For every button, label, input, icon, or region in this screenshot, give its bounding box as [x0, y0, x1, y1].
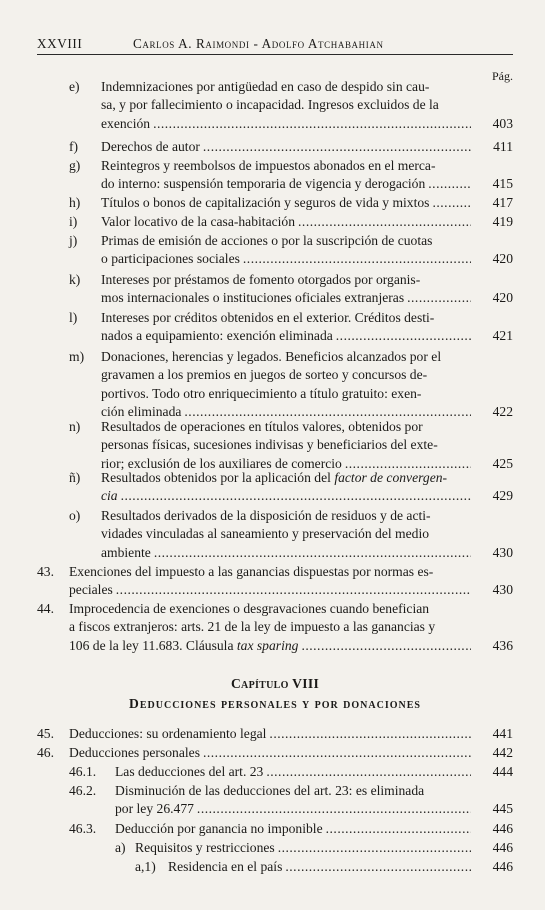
toc-entry-title	[115, 763, 471, 781]
toc-entry-text-line: Intereses por créditos obtenidos en el exterior. Créditos desti-	[101, 310, 435, 325]
toc-entry-page-number: 415	[492, 176, 513, 192]
dot-leader	[326, 821, 471, 836]
toc-entry-label: k)	[69, 272, 81, 287]
toc-entry[interactable]	[69, 271, 513, 308]
toc-entry-title	[101, 157, 471, 194]
dot-leader	[278, 840, 471, 855]
toc-entry-text-line: mos internacionales o instituciones oficiales extranjeras	[101, 290, 405, 306]
toc-entry-text-line: Resultados derivados de la disposición de residuos y de acti-	[101, 508, 431, 523]
toc-entry-text-line: Derechos de autor	[101, 139, 200, 154]
toc-entry-page-number: 441	[492, 725, 513, 741]
toc-entry[interactable]	[69, 820, 513, 838]
toc-entry[interactable]	[69, 232, 513, 269]
toc-entry-page-number: 430	[492, 582, 513, 598]
toc-entry[interactable]	[135, 858, 513, 876]
toc-entry-label: m)	[69, 349, 85, 364]
toc-entry-text-line: rior; exclusión de los auxiliares de comercio	[101, 455, 342, 471]
toc-entry-label: 46.3.	[69, 821, 97, 836]
toc-entry-text-line: Deducciones: su ordenamiento legal	[69, 726, 267, 741]
toc-entry-text-line: gravamen a los premios en juegos de sorteo y concursos de-	[101, 367, 428, 383]
toc-entry-text-line: Resultados obtenidos por la aplicación del factor de convergen-	[101, 470, 448, 485]
toc-entry-title	[101, 309, 471, 346]
dot-leader	[336, 328, 471, 343]
toc-entry-label: 46.	[37, 745, 54, 760]
toc-entry[interactable]	[37, 725, 513, 743]
page-column-label: Pág.	[492, 69, 513, 83]
toc-entry-text-line: Deducción por ganancia no imponible	[115, 821, 323, 836]
toc-entry-label: 44.	[37, 601, 54, 616]
toc-entry-page-number: 444	[492, 763, 513, 779]
toc-entry-title	[69, 725, 471, 743]
toc-entry-title	[101, 138, 471, 156]
toc-entry-label: o)	[69, 508, 81, 523]
page-number-roman: XXVIII	[37, 36, 83, 51]
toc-entry-text-line: Intereses por préstamos de fomento otorgados por organis-	[101, 272, 421, 287]
toc-entry-title	[101, 271, 471, 308]
toc-entry-label: n)	[69, 419, 81, 434]
toc-entry-label: 43.	[37, 564, 54, 579]
toc-entry-page-number: 403	[492, 115, 513, 131]
dot-leader	[153, 116, 471, 131]
toc-entry-text-line: ambiente	[101, 544, 151, 560]
toc-entry[interactable]	[69, 782, 513, 819]
toc-entry[interactable]	[37, 600, 513, 655]
toc-entry[interactable]	[69, 469, 513, 506]
toc-entry-page-number: 422	[492, 404, 513, 420]
toc-entry[interactable]	[69, 78, 513, 133]
toc-entry-text-line: Primas de emisión de acciones o por la suscripción de cuotas	[101, 233, 433, 248]
toc-entry-text-line: sa, y por fallecimiento o incapacidad. Ingresos excluidos de la	[101, 97, 439, 113]
toc-entry[interactable]	[69, 138, 513, 156]
toc-entry-text-line: a fiscos extranjeros: arts. 21 de la ley de impuesto a las ganancias y	[69, 619, 436, 635]
toc-entry-page-number: 442	[492, 744, 513, 760]
toc-entry[interactable]	[37, 563, 513, 600]
toc-entry-text-line: Indemnizaciones por antigüedad en caso de despido sin cau-	[101, 79, 430, 94]
dot-leader	[203, 745, 471, 760]
toc-entry[interactable]	[37, 744, 513, 762]
dot-leader	[285, 859, 471, 874]
toc-entry-page-number: 411	[493, 138, 513, 154]
toc-entry-title	[69, 600, 471, 655]
toc-entry-text-line: portivos. Todo otro enriquecimiento a título gratuito: exen-	[101, 385, 422, 401]
dot-leader	[203, 139, 471, 154]
toc-entry-text-line: 106 de la ley 11.683. Cláusula tax sparing	[69, 637, 299, 653]
toc-entry-page-number: 417	[492, 194, 513, 210]
toc-entry-text-line: do interno: suspensión temporaria de vigencia y derogación	[101, 176, 426, 192]
toc-entry-text-line: Exenciones del impuesto a las ganancias dispuestas por normas es-	[69, 564, 434, 579]
toc-entry[interactable]	[69, 157, 513, 194]
toc-entry-page-number: 446	[492, 820, 513, 836]
toc-entry-title	[101, 213, 471, 231]
toc-entry-title	[101, 232, 471, 269]
toc-entry-page-number: 420	[492, 290, 513, 306]
toc-entry[interactable]	[69, 763, 513, 781]
toc-entry-title	[101, 418, 471, 473]
dot-leader	[432, 195, 471, 210]
running-header	[37, 34, 513, 55]
toc-entry-page-number: 446	[492, 839, 513, 855]
toc-entry-title	[115, 782, 471, 819]
toc-entry[interactable]	[69, 418, 513, 473]
toc-entry[interactable]	[69, 194, 513, 212]
toc-entry-label: 46.2.	[69, 783, 97, 798]
toc-entry-label: j)	[69, 233, 78, 248]
toc-entry-text-line: Las deducciones del art. 23	[115, 764, 264, 779]
toc-entry-text-line: o participaciones sociales	[101, 251, 240, 267]
dot-leader	[243, 251, 471, 266]
toc-entry-text-line: Títulos o bonos de capitalización y seguros de vida y mixtos	[101, 195, 430, 210]
dot-leader	[184, 404, 471, 419]
toc-entry-label: l)	[69, 310, 78, 325]
toc-entry-text-line: peciales	[69, 582, 113, 598]
dot-leader	[154, 545, 471, 560]
toc-entry-text-line: vidades vinculadas al saneamiento y preservación del medio	[101, 526, 430, 542]
chapter-number: Capítulo VIII	[230, 676, 320, 691]
toc-entry-title	[69, 744, 471, 762]
toc-entry-text-line: Requisitos y restricciones	[135, 840, 275, 855]
dot-leader	[266, 764, 471, 779]
toc-entry-label: 45.	[37, 726, 54, 741]
dot-leader	[116, 582, 471, 597]
toc-entry-title	[115, 820, 471, 838]
dot-leader	[197, 801, 471, 816]
toc-entry-label: e)	[69, 79, 80, 94]
header-authors: Carlos A. Raimondi - Adolfo Atchabahian	[133, 36, 384, 51]
toc-entry-text-line: Improcedencia de exenciones o desgravaciones cuando benefician	[69, 601, 430, 616]
toc-entry-title	[101, 507, 471, 562]
toc-entry-text-line: Donaciones, herencias y legados. Beneficios alcanzados por el	[101, 349, 442, 364]
toc-entry-text-line: Disminución de las deducciones del art. 23: es eliminada	[115, 783, 425, 798]
toc-entry-page-number: 420	[492, 251, 513, 267]
toc-entry-title	[101, 348, 471, 422]
toc-entry-text-line: Valor locativo de la casa-habitación	[101, 214, 296, 229]
toc-entry-text-line: Deducciones personales	[69, 745, 200, 760]
toc-entry-text-line: Residencia en el país	[168, 859, 283, 874]
toc-entry-text-line: personas físicas, sucesiones indivisas y beneficiarios del exte-	[101, 437, 438, 453]
toc-entry-text-line: exención	[101, 115, 151, 131]
toc-entry[interactable]	[69, 213, 513, 231]
toc-entry-text-line: Resultados de operaciones en títulos valores, obtenidos por	[101, 419, 423, 434]
toc-entry-title	[101, 194, 471, 212]
toc-entry-label: a)	[115, 840, 126, 855]
toc-entry-title	[69, 563, 471, 600]
toc-entry-text-line: nados a equipamiento: exención eliminada	[101, 328, 333, 344]
dot-leader	[269, 726, 471, 741]
toc-entry-page-number: 436	[492, 637, 513, 653]
toc-entry-label: g)	[69, 158, 81, 173]
dot-leader	[301, 638, 471, 653]
toc-entry-page-number: 445	[492, 801, 513, 817]
toc-entry-label: 46.1.	[69, 764, 97, 779]
toc-entry-page-number: 425	[492, 455, 513, 471]
dot-leader	[121, 488, 471, 503]
toc-entry-text-line: cia	[101, 488, 118, 504]
toc-entry-label: f)	[69, 139, 79, 154]
toc-entry-label: i)	[69, 214, 78, 229]
toc-entry[interactable]	[69, 507, 513, 562]
toc-entry[interactable]	[69, 309, 513, 346]
toc-entry-label: h)	[69, 195, 81, 210]
chapter-title: Deducciones personales y por donaciones	[129, 696, 421, 711]
toc-entry-title	[101, 78, 471, 133]
toc-entry-label: ñ)	[69, 470, 81, 485]
toc-entry-label: a,1)	[135, 859, 156, 874]
toc-entry-page-number: 419	[492, 213, 513, 229]
dot-leader	[298, 214, 471, 229]
toc-entry-title	[168, 858, 471, 876]
dot-leader	[428, 176, 471, 191]
toc-entry-page-number: 430	[492, 544, 513, 560]
toc-entry-text-line: Reintegros y reembolsos de impuestos abonados en el merca-	[101, 158, 436, 173]
toc-entry-page-number: 446	[492, 858, 513, 874]
dot-leader	[407, 290, 471, 305]
toc-entry-title	[101, 469, 471, 506]
toc-entry-page-number: 421	[492, 328, 513, 344]
toc-entry[interactable]	[69, 348, 513, 422]
toc-entry-text-line: ción eliminada	[101, 404, 182, 420]
toc-entry-page-number: 429	[492, 488, 513, 504]
toc-entry-text-line: por ley 26.477	[115, 801, 194, 817]
toc-entry[interactable]	[115, 839, 513, 857]
toc-entry-title	[135, 839, 471, 857]
